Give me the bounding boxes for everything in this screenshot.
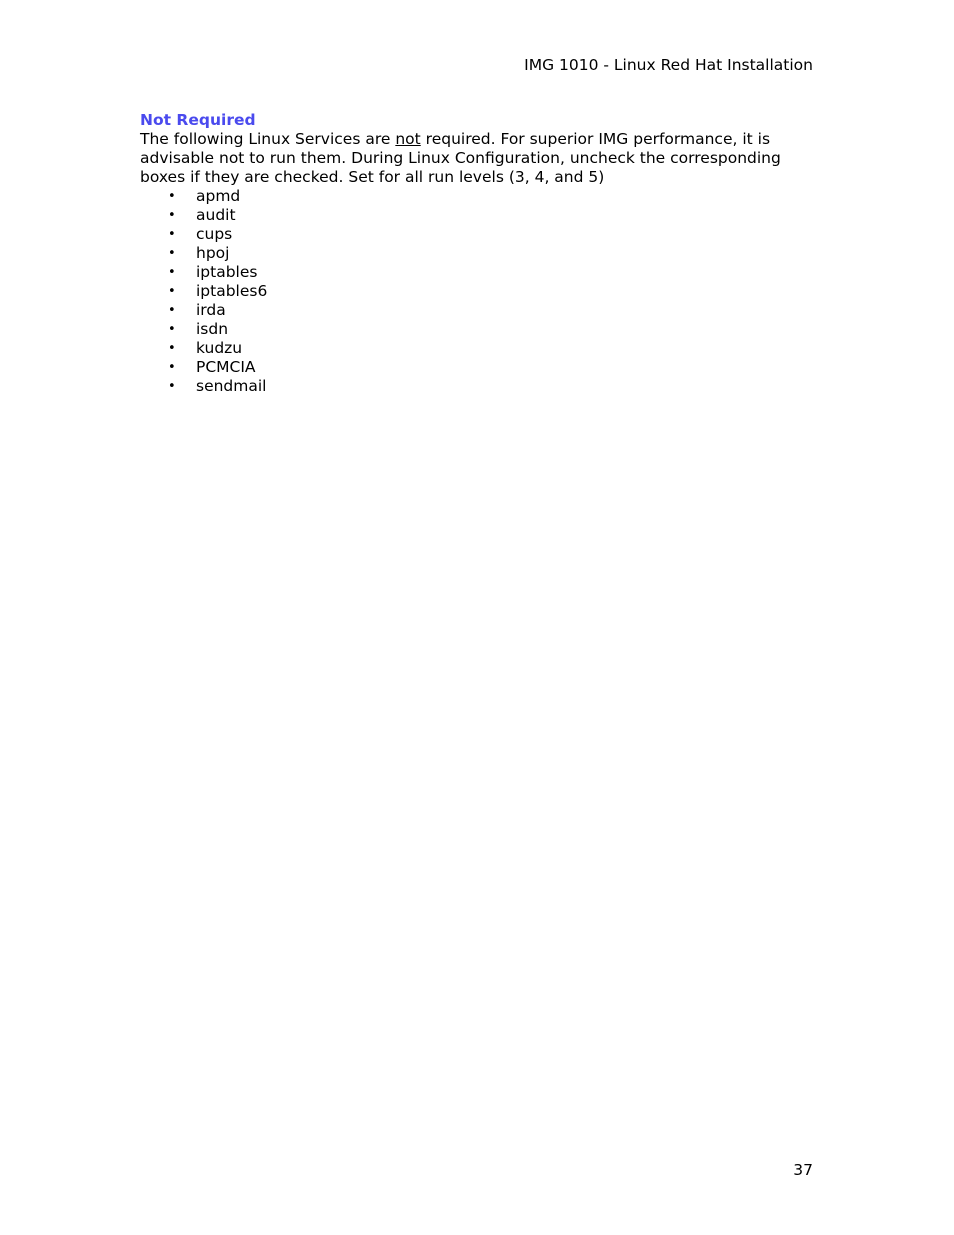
list-item	[140, 358, 820, 377]
page-number: 37	[793, 1161, 813, 1179]
list-item	[140, 339, 820, 358]
document-body	[140, 111, 820, 396]
bullet-icon: •	[168, 246, 176, 261]
service-name: apmd	[196, 187, 241, 205]
bullet-icon: •	[168, 208, 176, 223]
paragraph-text: The following Linux Services are	[140, 130, 396, 148]
service-name: isdn	[196, 320, 229, 338]
service-name: iptables6	[196, 282, 268, 300]
list-item	[140, 225, 820, 244]
service-name: hpoj	[196, 244, 230, 262]
list-item	[140, 320, 820, 339]
paragraph-line-1	[140, 130, 820, 149]
service-name: sendmail	[196, 377, 267, 395]
list-item	[140, 187, 820, 206]
paragraph-line-2: advisable not to run them. During Linux Configuration, uncheck the corresponding	[140, 149, 781, 167]
service-name: iptables	[196, 263, 258, 281]
section-heading: Not Required	[140, 111, 256, 129]
paragraph-line-3: boxes if they are checked. Set for all run levels (3, 4, and 5)	[140, 168, 605, 186]
service-name: irda	[196, 301, 226, 319]
bullet-icon: •	[168, 189, 176, 204]
list-item	[140, 244, 820, 263]
bullet-icon: •	[168, 322, 176, 337]
emphasis-not: not	[395, 130, 421, 148]
list-item	[140, 206, 820, 225]
list-item	[140, 263, 820, 282]
paragraph-text: required. For superior IMG performance, it is	[420, 130, 771, 148]
bullet-icon: •	[168, 227, 176, 242]
service-name: kudzu	[196, 339, 243, 357]
service-name: audit	[196, 206, 236, 224]
service-list	[140, 187, 820, 396]
service-name: PCMCIA	[196, 358, 256, 376]
bullet-icon: •	[168, 284, 176, 299]
bullet-icon: •	[168, 379, 176, 394]
intro-paragraph	[140, 130, 820, 187]
running-header: IMG 1010 - Linux Red Hat Installation	[524, 56, 813, 74]
service-name: cups	[196, 225, 233, 243]
bullet-icon: •	[168, 341, 176, 356]
bullet-icon: •	[168, 265, 176, 280]
list-item	[140, 282, 820, 301]
list-item	[140, 301, 820, 320]
bullet-icon: •	[168, 303, 176, 318]
list-item	[140, 377, 820, 396]
bullet-icon: •	[168, 360, 176, 375]
